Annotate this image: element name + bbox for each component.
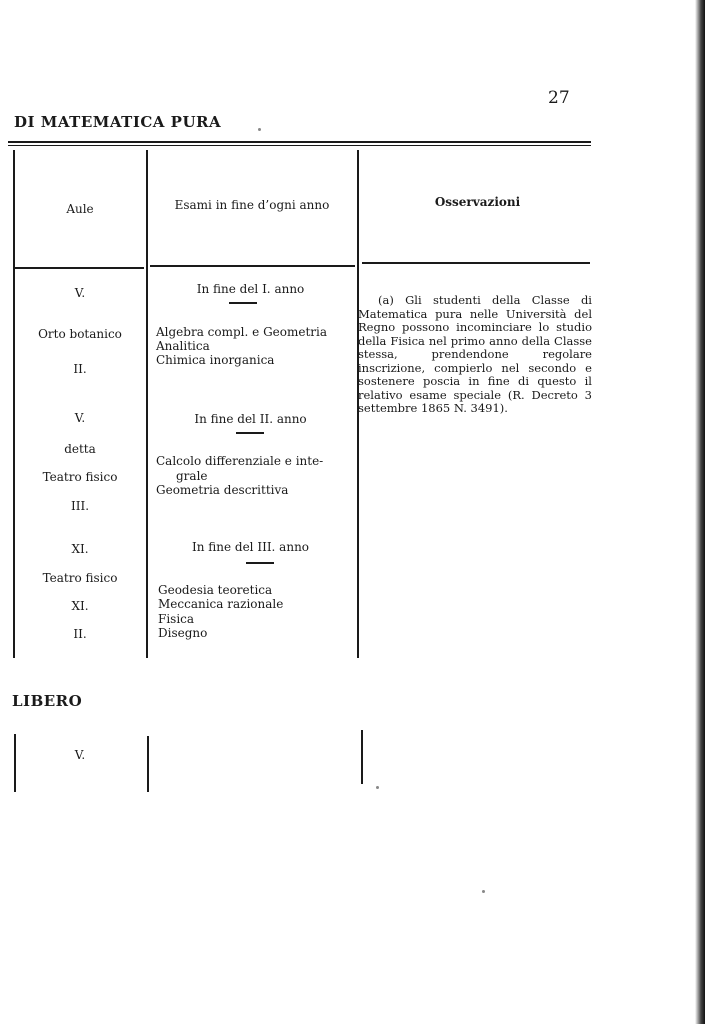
aula-cell: Teatro fisico [42, 571, 118, 585]
print-speck [376, 786, 379, 789]
year-heading: In fine del II. anno [194, 412, 307, 426]
header-body-rule-3 [362, 262, 590, 264]
aula-cell: XI. [71, 542, 89, 556]
exam-line: Disegno [158, 626, 208, 640]
heading-dash [246, 562, 274, 564]
page-number: 27 [548, 88, 570, 108]
aula-cell: Teatro fisico [42, 470, 118, 484]
exam-line: Chimica inorganica [156, 353, 275, 367]
exam-line: Fisica [158, 612, 195, 626]
aula-cell: V. [74, 286, 86, 300]
year-heading: In fine del III. anno [191, 540, 310, 554]
libero-title: LIBERO [12, 692, 83, 710]
aula-cell: III. [70, 499, 90, 513]
observation-note-text: (a) Gli studenti della Classe di Matematica pura nelle Università del Regno possono incominciare lo studio della Fisica nel primo anno della Classe stessa, prendendone regolare inscrizione, compierlo nel secondo e sostenere poscia in fine di questo il relativo esame speciale (R. Decreto 3 settembre 1865 N. 3491). [358, 293, 592, 415]
heading-dash [236, 432, 264, 434]
exam-line: Geometria descrittiva [156, 483, 289, 497]
aula-cell: XI. [71, 599, 89, 613]
aula-cell: II. [73, 362, 87, 376]
aula-cell: II. [73, 627, 87, 641]
section-title: DI MATEMATICA PURA [14, 113, 222, 131]
libero-rule-left [14, 734, 16, 792]
heading-dash [229, 302, 257, 304]
print-speck [482, 890, 485, 893]
header-rule-top [8, 141, 591, 143]
libero-rule-1 [147, 736, 149, 792]
column-header-osservazioni: Osservazioni [434, 195, 521, 209]
column-header-esami: Esami in fine d’ogni anno [174, 198, 330, 212]
column-header-aule: Aule [66, 202, 94, 216]
year-heading: In fine del I. anno [196, 282, 305, 296]
column-rule-1 [146, 150, 148, 658]
exam-line: Geodesia teoretica [158, 583, 273, 597]
exam-line: Algebra compl. e Geometria [156, 325, 328, 339]
exam-line: Calcolo differenziale e inte- [156, 454, 324, 468]
aula-cell: V. [74, 411, 86, 425]
header-rule-bottom [8, 145, 591, 146]
page-edge-shadow [695, 0, 705, 1024]
exam-line: grale [176, 469, 208, 483]
observation-note [358, 294, 592, 416]
aula-cell: Orto botanico [38, 327, 122, 341]
exam-line: Meccanica razionale [158, 597, 284, 611]
print-speck [258, 128, 261, 131]
libero-aula: V. [74, 748, 86, 762]
header-body-rule-2 [150, 265, 355, 267]
header-body-rule-1 [15, 267, 144, 269]
aula-cell: detta [64, 442, 96, 456]
exam-line: Analitica [156, 339, 210, 353]
libero-rule-2 [361, 730, 363, 784]
